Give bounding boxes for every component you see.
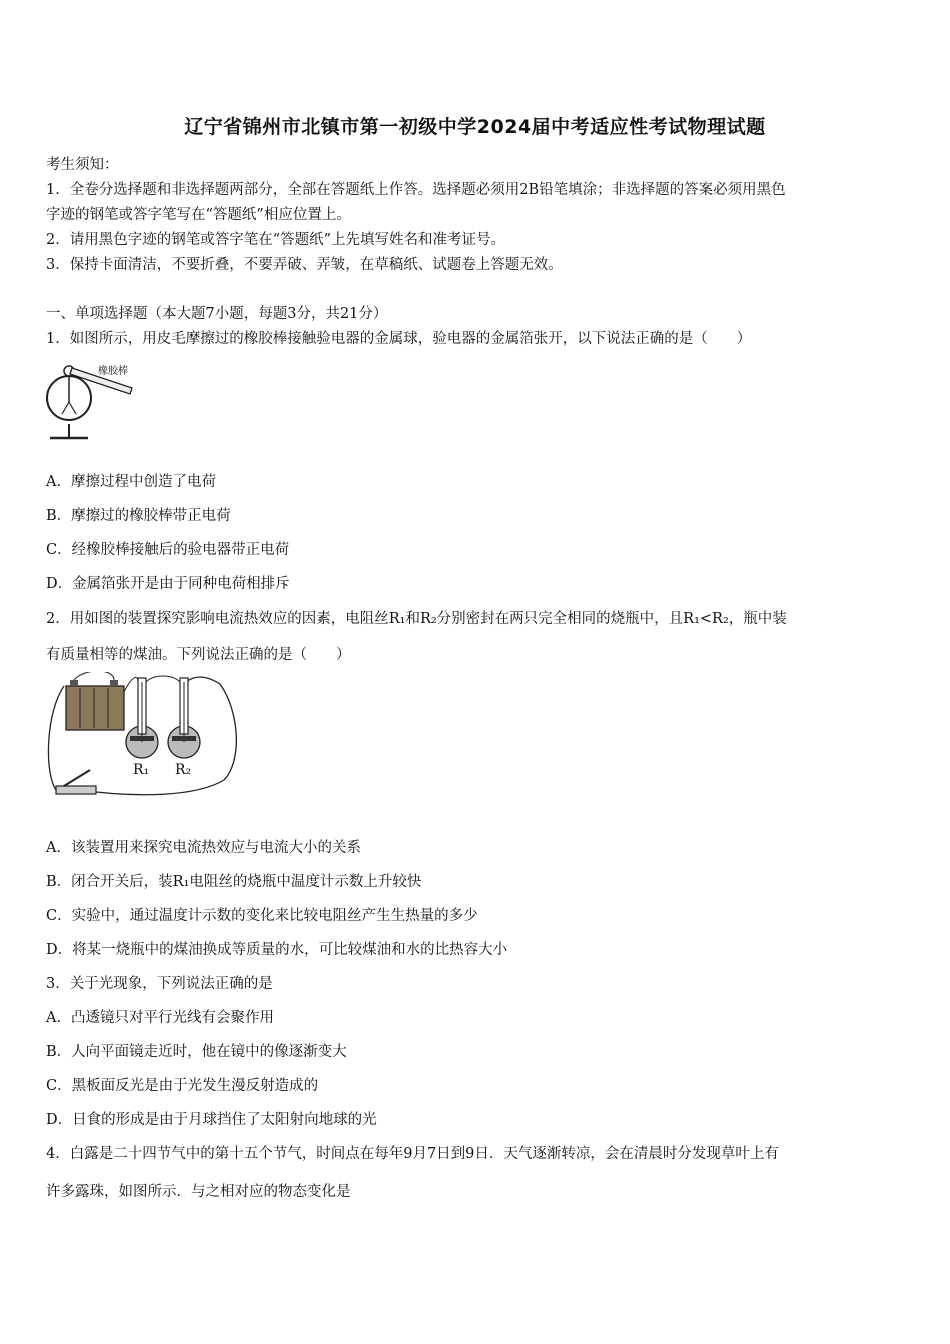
q1-option-b: B．摩擦过的橡胶棒带正电荷 (46, 508, 231, 524)
electroscope-figure (44, 358, 144, 444)
notice-item-2: 2．请用黑色字迹的钢笔或答字笔在“答题纸”上先填写姓名和准考证号。 (46, 232, 506, 248)
question-2-stem-cont: 有质量相等的煤油。下列说法正确的是（ ） (46, 647, 351, 663)
question-1-stem: 1．如图所示，用皮毛摩擦过的橡胶棒接触验电器的金属球，验电器的金属箔张开，以下说法正确的是（ ） (46, 331, 752, 347)
q2-option-a: A．该装置用来探究电流热效应与电流大小的关系 (46, 840, 361, 856)
q2-option-d: D．将某一烧瓶中的煤油换成等质量的水，可比较煤油和水的比热容大小 (46, 942, 508, 958)
notice-item-1-cont: 字迹的钢笔或答字笔写在“答题纸”相应位置上。 (46, 207, 351, 223)
q1-option-d: D．金属箔张开是由于同种电荷相排斥 (46, 576, 290, 592)
heating-circuit-figure (44, 672, 244, 808)
notice-item-1: 1．全卷分选择题和非选择题两部分，全部在答题纸上作答。选择题必须用2B铅笔填涂；非选择题的答案必须用黑色 (46, 182, 786, 198)
q3-option-a: A．凸透镜只对平行光线有会聚作用 (46, 1010, 274, 1026)
q3-option-d: D．日食的形成是由于月球挡住了太阳射向地球的光 (46, 1112, 377, 1128)
q3-option-c: C．黑板面反光是由于光发生漫反射造成的 (46, 1078, 319, 1094)
q3-option-b: B．人向平面镜走近时，他在镜中的像逐渐变大 (46, 1044, 347, 1060)
question-4-stem: 4．白露是二十四节气中的第十五个节气，时间点在每年9月7日到9日．天气逐渐转凉，会在清晨时分发现草叶上有 (46, 1146, 779, 1162)
q1-option-a: A．摩擦过程中创造了电荷 (46, 474, 216, 490)
resistor-r1-label: R₁ (133, 762, 150, 778)
rubber-rod-label: 橡胶棒 (98, 366, 128, 377)
question-3-stem: 3．关于光现象，下列说法正确的是 (46, 976, 273, 992)
q1-option-c: C．经橡胶棒接触后的验电器带正电荷 (46, 542, 290, 558)
resistor-r2-label: R₂ (175, 762, 192, 778)
section-heading: 一、单项选择题（本大题7小题，每题3分，共21分） (46, 306, 388, 322)
q2-option-b: B．闭合开关后，装R₁电阻丝的烧瓶中温度计示数上升较快 (46, 874, 422, 890)
page-title: 辽宁省锦州市北镇市第一初级中学2024届中考适应性考试物理试题 (184, 116, 766, 138)
q2-option-c: C．实验中，通过温度计示数的变化来比较电阻丝产生生热量的多少 (46, 908, 478, 924)
notice-item-3: 3．保持卡面清洁，不要折叠，不要弄破、弄皱，在草稿纸、试题卷上答题无效。 (46, 257, 563, 273)
question-4-stem-cont: 许多露珠，如图所示．与之相对应的物态变化是 (46, 1184, 351, 1200)
question-2-stem: 2．用如图的装置探究影响电流热效应的因素，电阻丝R₁和R₂分别密封在两只完全相同的烧瓶中，且R₁<R₂，瓶中装 (46, 611, 787, 627)
notice-heading: 考生须知： (46, 157, 119, 173)
